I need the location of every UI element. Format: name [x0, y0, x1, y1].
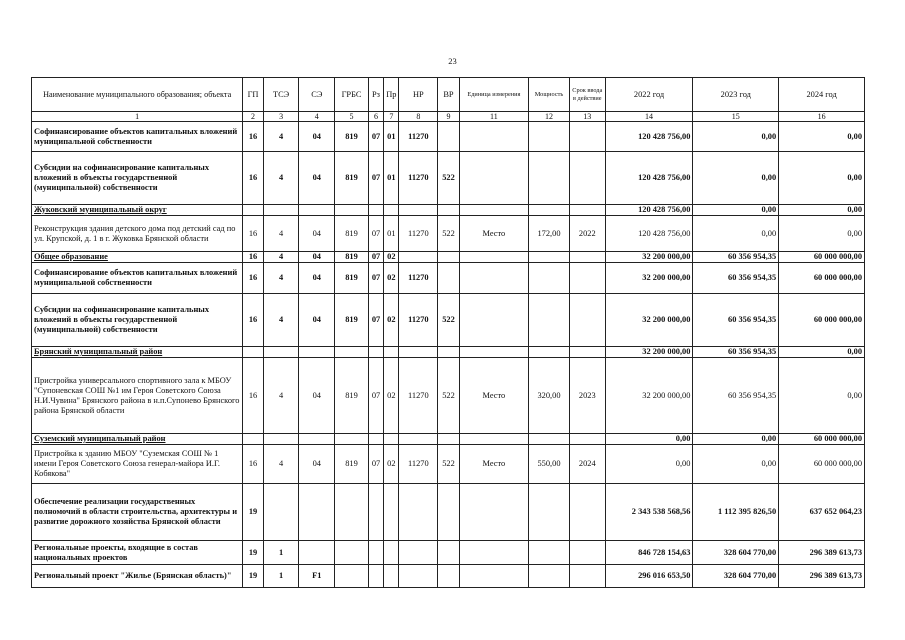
- column-index-cell: 4: [299, 112, 335, 122]
- code-cell: [299, 347, 335, 358]
- amount-cell: 0,00: [779, 152, 865, 205]
- code-cell: 07: [368, 252, 383, 263]
- code-cell: 819: [335, 252, 369, 263]
- code-cell: 16: [243, 216, 263, 252]
- code-cell: [529, 263, 570, 294]
- amount-cell: 2 343 538 568,56: [605, 484, 693, 541]
- code-cell: 01: [384, 216, 399, 252]
- amount-cell: 120 428 756,00: [605, 122, 693, 152]
- column-index-cell: 9: [438, 112, 459, 122]
- header-cell: НР: [399, 78, 438, 112]
- code-cell: [299, 541, 335, 565]
- code-cell: 1: [263, 541, 299, 565]
- amount-cell: 0,00: [779, 216, 865, 252]
- code-cell: [459, 434, 528, 445]
- code-cell: 4: [263, 122, 299, 152]
- column-index-cell: 15: [693, 112, 779, 122]
- code-cell: 04: [299, 216, 335, 252]
- code-cell: [438, 565, 459, 588]
- table-row: [32, 205, 865, 216]
- row-name-cell: Пристройка универсального спортивного зала к МБОУ "Супоневская СОШ №1 им Героя Советского Союза Н.И.Чувина" Брянского района в н.п.Супонево Брянского района Брянской области: [32, 358, 243, 434]
- code-cell: 16: [243, 445, 263, 484]
- header-cell: 2022 год: [605, 78, 693, 112]
- code-cell: [384, 541, 399, 565]
- code-cell: [529, 434, 570, 445]
- code-cell: [335, 565, 369, 588]
- code-cell: 16: [243, 252, 263, 263]
- code-cell: 16: [243, 152, 263, 205]
- code-cell: [243, 434, 263, 445]
- amount-cell: 60 000 000,00: [779, 434, 865, 445]
- table-row: [32, 294, 865, 347]
- amount-cell: 0,00: [779, 358, 865, 434]
- code-cell: 04: [299, 263, 335, 294]
- code-cell: [438, 434, 459, 445]
- code-cell: [263, 434, 299, 445]
- code-cell: 07: [368, 152, 383, 205]
- column-index-cell: 8: [399, 112, 438, 122]
- amount-cell: 296 389 613,73: [779, 541, 865, 565]
- row-name-cell: Общее образование: [32, 252, 243, 263]
- amount-cell: 0,00: [693, 445, 779, 484]
- code-cell: 819: [335, 263, 369, 294]
- code-cell: 11270: [399, 358, 438, 434]
- amount-cell: 0,00: [693, 122, 779, 152]
- row-name-cell: Обеспечение реализации государственных полномочий в области строительства, архитектуры и развитие дорожного хозяйства Брянской области: [32, 484, 243, 541]
- header-cell: Единица измерения: [459, 78, 528, 112]
- code-cell: [438, 122, 459, 152]
- code-cell: [263, 205, 299, 216]
- table-row: [32, 216, 865, 252]
- table-row: [32, 358, 865, 434]
- code-cell: [529, 294, 570, 347]
- code-cell: [368, 434, 383, 445]
- code-cell: [569, 122, 605, 152]
- code-cell: [335, 434, 369, 445]
- amount-cell: 60 356 954,35: [693, 252, 779, 263]
- column-index-cell: 7: [384, 112, 399, 122]
- amount-cell: 0,00: [693, 205, 779, 216]
- code-cell: 04: [299, 252, 335, 263]
- amount-cell: 60 356 954,35: [693, 294, 779, 347]
- code-cell: 819: [335, 216, 369, 252]
- amount-cell: 0,00: [779, 205, 865, 216]
- header-cell: 2024 год: [779, 78, 865, 112]
- code-cell: [459, 294, 528, 347]
- header-cell: Срок ввода в действие: [569, 78, 605, 112]
- header-cell: Пр: [384, 78, 399, 112]
- amount-cell: 0,00: [605, 445, 693, 484]
- header-cell: Мощность: [529, 78, 570, 112]
- page-number: 23: [448, 56, 457, 66]
- code-cell: 07: [368, 216, 383, 252]
- code-cell: [459, 263, 528, 294]
- code-cell: [459, 122, 528, 152]
- code-cell: [384, 484, 399, 541]
- code-cell: 02: [384, 358, 399, 434]
- code-cell: 4: [263, 152, 299, 205]
- code-cell: [438, 263, 459, 294]
- row-name-cell: Жуковский муниципальный округ: [32, 205, 243, 216]
- code-cell: 819: [335, 445, 369, 484]
- code-cell: [459, 252, 528, 263]
- row-name-cell: Пристройка к зданию МБОУ "Суземская СОШ № 1 имени Героя Советского Союза генерал-майора И.Г. Кобякова": [32, 445, 243, 484]
- amount-cell: 60 000 000,00: [779, 294, 865, 347]
- header-cell: ГРБС: [335, 78, 369, 112]
- code-cell: [569, 263, 605, 294]
- code-cell: 522: [438, 216, 459, 252]
- code-cell: [529, 565, 570, 588]
- code-cell: [368, 205, 383, 216]
- code-cell: Место: [459, 216, 528, 252]
- table-row: [32, 263, 865, 294]
- code-cell: 11270: [399, 445, 438, 484]
- amount-cell: 32 200 000,00: [605, 347, 693, 358]
- code-cell: 01: [384, 152, 399, 205]
- column-index-cell: 12: [529, 112, 570, 122]
- code-cell: 04: [299, 445, 335, 484]
- code-cell: 819: [335, 122, 369, 152]
- column-index-cell: 3: [263, 112, 299, 122]
- row-name-cell: Региональный проект "Жилье (Брянская область)": [32, 565, 243, 588]
- budget-table: [31, 77, 865, 588]
- amount-cell: 0,00: [693, 434, 779, 445]
- code-cell: [438, 484, 459, 541]
- code-cell: 04: [299, 358, 335, 434]
- row-name-cell: Субсидии на софинансирование капитальных вложений в объекты государственной (муниципальной) собственности: [32, 152, 243, 205]
- code-cell: [569, 484, 605, 541]
- code-cell: [384, 565, 399, 588]
- amount-cell: 846 728 154,63: [605, 541, 693, 565]
- code-cell: [569, 205, 605, 216]
- code-cell: 819: [335, 294, 369, 347]
- code-cell: [335, 541, 369, 565]
- code-cell: 4: [263, 216, 299, 252]
- table-row: [32, 347, 865, 358]
- amount-cell: 0,00: [693, 152, 779, 205]
- code-cell: 16: [243, 294, 263, 347]
- code-cell: 1: [263, 565, 299, 588]
- code-cell: 16: [243, 122, 263, 152]
- column-index-cell: 14: [605, 112, 693, 122]
- code-cell: 11270: [399, 294, 438, 347]
- code-cell: 02: [384, 294, 399, 347]
- code-cell: 19: [243, 484, 263, 541]
- table-row: [32, 252, 865, 263]
- code-cell: [459, 347, 528, 358]
- code-cell: 16: [243, 358, 263, 434]
- code-cell: 07: [368, 122, 383, 152]
- code-cell: 07: [368, 445, 383, 484]
- code-cell: 02: [384, 445, 399, 484]
- table-row: [32, 434, 865, 445]
- code-cell: 2024: [569, 445, 605, 484]
- amount-cell: 60 356 954,35: [693, 347, 779, 358]
- amount-cell: 60 000 000,00: [779, 252, 865, 263]
- amount-cell: 120 428 756,00: [605, 205, 693, 216]
- code-cell: [529, 205, 570, 216]
- code-cell: [529, 541, 570, 565]
- header-cell: ВР: [438, 78, 459, 112]
- code-cell: 4: [263, 358, 299, 434]
- code-cell: [459, 152, 528, 205]
- code-cell: 4: [263, 252, 299, 263]
- code-cell: [438, 252, 459, 263]
- code-cell: 19: [243, 541, 263, 565]
- amount-cell: 296 389 613,73: [779, 565, 865, 588]
- amount-cell: 120 428 756,00: [605, 216, 693, 252]
- code-cell: [459, 565, 528, 588]
- row-name-cell: Софинансирование объектов капитальных вложений муниципальной собственности: [32, 263, 243, 294]
- column-index-cell: 11: [459, 112, 528, 122]
- code-cell: [459, 541, 528, 565]
- code-cell: 01: [384, 122, 399, 152]
- table-row: [32, 122, 865, 152]
- column-index-row: [32, 112, 865, 122]
- code-cell: [368, 484, 383, 541]
- header-cell: ТСЭ: [263, 78, 299, 112]
- code-cell: [529, 252, 570, 263]
- code-cell: [263, 484, 299, 541]
- code-cell: [335, 347, 369, 358]
- amount-cell: 60 356 954,35: [693, 358, 779, 434]
- row-name-cell: Реконструкция здания детского дома под детский сад по ул. Крупской, д. 1 в г. Жуковка Брянской области: [32, 216, 243, 252]
- code-cell: [384, 434, 399, 445]
- code-cell: [529, 152, 570, 205]
- row-name-cell: Субсидии на софинансирование капитальных вложений в объекты государственной (муниципальной) собственности: [32, 294, 243, 347]
- amount-cell: 32 200 000,00: [605, 263, 693, 294]
- code-cell: [569, 434, 605, 445]
- code-cell: 04: [299, 294, 335, 347]
- column-index-cell: 13: [569, 112, 605, 122]
- code-cell: [569, 347, 605, 358]
- header-cell: Рз: [368, 78, 383, 112]
- column-index-cell: 2: [243, 112, 263, 122]
- code-cell: 11270: [399, 152, 438, 205]
- code-cell: [569, 252, 605, 263]
- code-cell: [263, 347, 299, 358]
- header-cell: ГП: [243, 78, 263, 112]
- code-cell: 522: [438, 152, 459, 205]
- code-cell: [399, 484, 438, 541]
- code-cell: 550,00: [529, 445, 570, 484]
- column-index-cell: 5: [335, 112, 369, 122]
- code-cell: [243, 347, 263, 358]
- code-cell: 4: [263, 263, 299, 294]
- code-cell: 11270: [399, 263, 438, 294]
- code-cell: 4: [263, 294, 299, 347]
- column-index-cell: 6: [368, 112, 383, 122]
- code-cell: [243, 205, 263, 216]
- code-cell: [299, 484, 335, 541]
- header-cell: 2023 год: [693, 78, 779, 112]
- amount-cell: 60 000 000,00: [779, 263, 865, 294]
- table-row: [32, 541, 865, 565]
- code-cell: [529, 122, 570, 152]
- code-cell: [569, 541, 605, 565]
- code-cell: 11270: [399, 122, 438, 152]
- amount-cell: 0,00: [693, 216, 779, 252]
- amount-cell: 328 604 770,00: [693, 565, 779, 588]
- header-row: [32, 78, 865, 112]
- code-cell: [368, 565, 383, 588]
- code-cell: 04: [299, 122, 335, 152]
- code-cell: [529, 484, 570, 541]
- code-cell: [335, 205, 369, 216]
- amount-cell: 296 016 653,50: [605, 565, 693, 588]
- code-cell: [299, 434, 335, 445]
- code-cell: [399, 541, 438, 565]
- code-cell: 172,00: [529, 216, 570, 252]
- code-cell: [399, 252, 438, 263]
- code-cell: [569, 294, 605, 347]
- table-row: [32, 565, 865, 588]
- code-cell: F1: [299, 565, 335, 588]
- code-cell: [299, 205, 335, 216]
- code-cell: [438, 347, 459, 358]
- code-cell: 11270: [399, 216, 438, 252]
- code-cell: 522: [438, 294, 459, 347]
- code-cell: 02: [384, 263, 399, 294]
- code-cell: Место: [459, 445, 528, 484]
- code-cell: 522: [438, 358, 459, 434]
- code-cell: [438, 205, 459, 216]
- code-cell: [335, 484, 369, 541]
- code-cell: Место: [459, 358, 528, 434]
- code-cell: [569, 565, 605, 588]
- code-cell: [399, 347, 438, 358]
- amount-cell: 0,00: [779, 347, 865, 358]
- code-cell: 19: [243, 565, 263, 588]
- code-cell: 07: [368, 294, 383, 347]
- table-row: [32, 445, 865, 484]
- code-cell: [368, 541, 383, 565]
- amount-cell: 328 604 770,00: [693, 541, 779, 565]
- amount-cell: 0,00: [779, 122, 865, 152]
- amount-cell: 32 200 000,00: [605, 252, 693, 263]
- code-cell: [368, 347, 383, 358]
- row-name-cell: Суземский муниципальный район: [32, 434, 243, 445]
- code-cell: [459, 205, 528, 216]
- row-name-cell: Брянский муниципальный район: [32, 347, 243, 358]
- code-cell: 02: [384, 252, 399, 263]
- code-cell: [384, 347, 399, 358]
- column-index-cell: 1: [32, 112, 243, 122]
- code-cell: 07: [368, 263, 383, 294]
- code-cell: 07: [368, 358, 383, 434]
- code-cell: 819: [335, 152, 369, 205]
- table-body: [32, 122, 865, 588]
- code-cell: [399, 205, 438, 216]
- code-cell: 320,00: [529, 358, 570, 434]
- table-row: [32, 152, 865, 205]
- code-cell: [384, 205, 399, 216]
- row-name-cell: Региональные проекты, входящие в состав национальных проектов: [32, 541, 243, 565]
- code-cell: [529, 347, 570, 358]
- amount-cell: 637 652 064,23: [779, 484, 865, 541]
- code-cell: 819: [335, 358, 369, 434]
- code-cell: 2023: [569, 358, 605, 434]
- code-cell: [399, 565, 438, 588]
- code-cell: [438, 541, 459, 565]
- amount-cell: 32 200 000,00: [605, 358, 693, 434]
- code-cell: [399, 434, 438, 445]
- column-index-cell: 16: [779, 112, 865, 122]
- code-cell: 4: [263, 445, 299, 484]
- header-cell: СЭ: [299, 78, 335, 112]
- code-cell: 522: [438, 445, 459, 484]
- code-cell: 16: [243, 263, 263, 294]
- amount-cell: 60 356 954,35: [693, 263, 779, 294]
- amount-cell: 0,00: [605, 434, 693, 445]
- table-row: [32, 484, 865, 541]
- header-cell: Наименование муниципального образования; объекта: [32, 78, 243, 112]
- code-cell: [569, 152, 605, 205]
- code-cell: 2022: [569, 216, 605, 252]
- amount-cell: 60 000 000,00: [779, 445, 865, 484]
- row-name-cell: Софинансирование объектов капитальных вложений муниципальной собственности: [32, 122, 243, 152]
- code-cell: [459, 484, 528, 541]
- code-cell: 04: [299, 152, 335, 205]
- amount-cell: 1 112 395 826,50: [693, 484, 779, 541]
- amount-cell: 32 200 000,00: [605, 294, 693, 347]
- amount-cell: 120 428 756,00: [605, 152, 693, 205]
